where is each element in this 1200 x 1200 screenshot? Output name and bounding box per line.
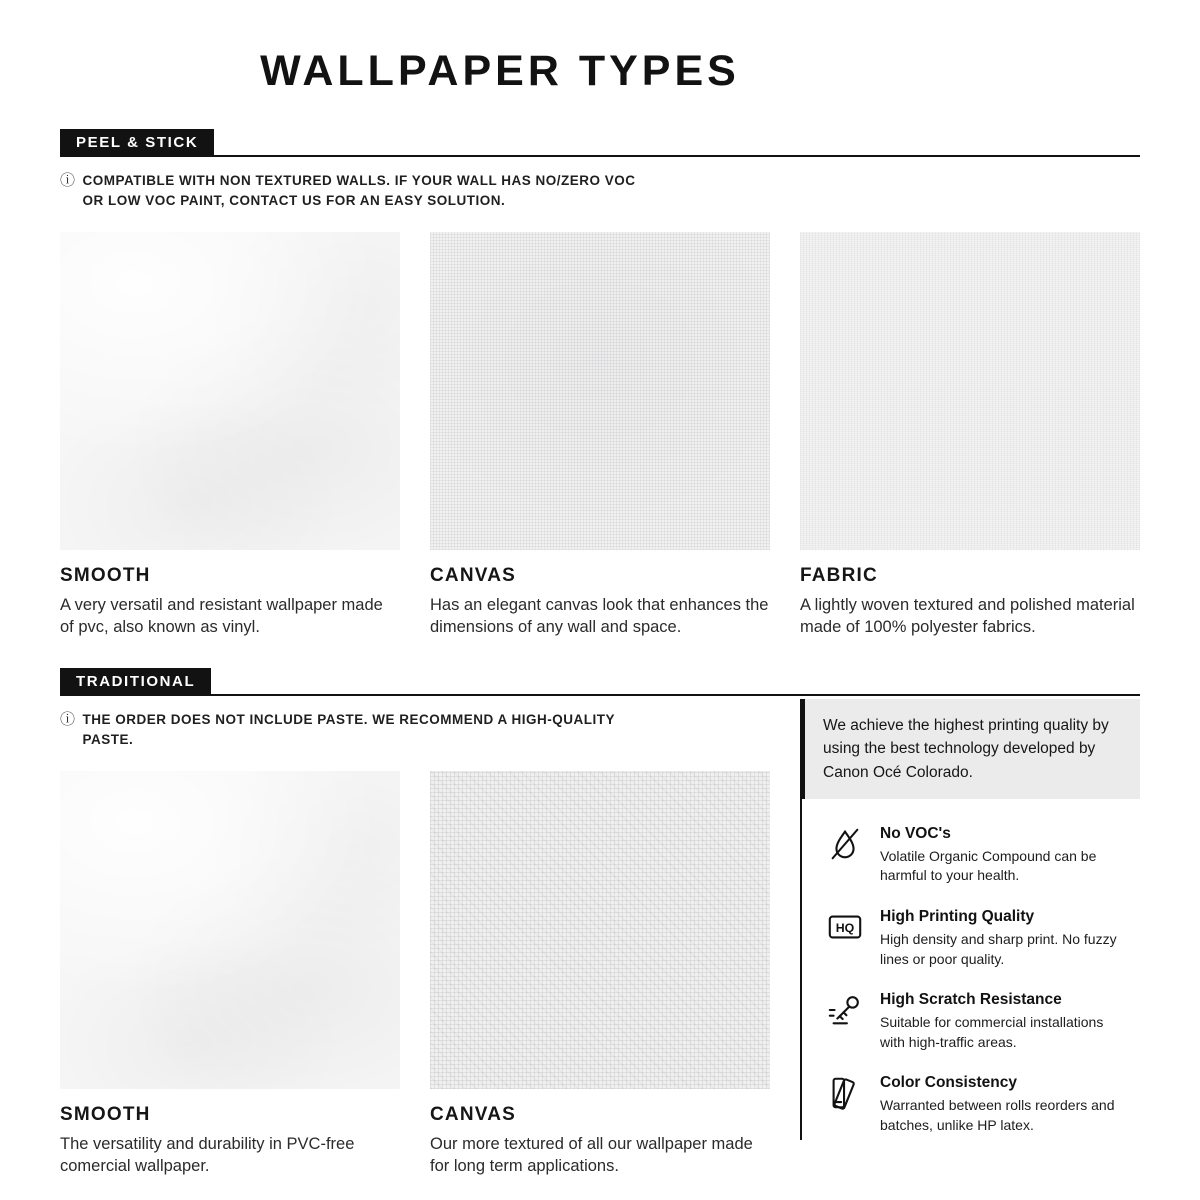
- quality-sidebar: [800, 699, 1140, 1177]
- fabric-texture-image: [800, 232, 1140, 550]
- swatch-name: SMOOTH: [60, 564, 151, 586]
- swatch-description: The versatility and durability in PVC-free comercial wallpaper.: [60, 1134, 355, 1175]
- canvas-texture-image: [430, 771, 770, 1089]
- feature-scratch-resistance: [826, 991, 1140, 1052]
- feature-text: [880, 991, 1128, 1052]
- smooth-texture-image: [60, 771, 400, 1089]
- info-icon: ⓘ: [60, 172, 76, 189]
- feature-description: Warranted between rolls reorders and batches, unlike HP latex.: [880, 1097, 1115, 1133]
- swatch-description: Our more textured of all our wallpaper made for long term applications.: [430, 1134, 753, 1175]
- feature-color-consistency: [826, 1074, 1140, 1135]
- swatch-name: CANVAS: [430, 564, 517, 586]
- feature-title: Color Consistency: [880, 1074, 1017, 1092]
- swatch-description: A very versatil and resistant wallpaper made of pvc, also known as vinyl.: [60, 595, 383, 636]
- feature-text: [880, 908, 1128, 969]
- peel-stick-section-label: PEEL & STICK: [60, 129, 214, 155]
- swatch-name: CANVAS: [430, 1103, 517, 1125]
- traditional-header-rule: [60, 668, 1140, 696]
- feature-title: High Printing Quality: [880, 907, 1035, 925]
- feature-high-printing-quality: [826, 908, 1140, 969]
- feature-text: [880, 825, 1128, 886]
- swatch-block-canvas-traditional: [430, 771, 770, 1178]
- hq-icon: [826, 908, 864, 946]
- info-icon: ⓘ: [60, 711, 76, 729]
- swatch-name: SMOOTH: [60, 1103, 151, 1125]
- feature-description: Suitable for commercial installations with high-traffic areas.: [880, 1014, 1104, 1050]
- canvas-texture-image: [430, 232, 770, 550]
- no-voc-icon: [826, 825, 864, 863]
- feature-description: High density and sharp print. No fuzzy lines or poor quality.: [880, 930, 1117, 967]
- traditional-section-label: TRADITIONAL: [60, 668, 211, 694]
- feature-title: No VOC's: [880, 824, 951, 842]
- traditional-body: [60, 696, 1140, 1177]
- smooth-texture-image: [60, 232, 400, 550]
- swatch-description: A lightly woven textured and polished material made of 100% polyester fabrics.: [800, 595, 1135, 636]
- peel-stick-swatch-row: [60, 232, 1140, 639]
- swatch-block-smooth: [60, 232, 400, 639]
- traditional-note-text: THE ORDER DOES NOT INCLUDE PASTE. WE RECOMMEND A HIGH-QUALITY PASTE.: [82, 712, 615, 748]
- hq-icon-label: HQ: [835, 921, 855, 936]
- feature-text: [880, 1074, 1128, 1135]
- section-peel-and-stick: [60, 129, 1140, 638]
- feature-list: [800, 799, 1140, 1140]
- peel-stick-header-rule: [60, 129, 1140, 157]
- feature-no-voc: [826, 825, 1140, 886]
- swatch-block-fabric: [800, 232, 1140, 639]
- swatch-description: Has an elegant canvas look that enhances the dimensions of any wall and space.: [430, 595, 769, 636]
- section-traditional: [60, 668, 1140, 1177]
- quality-callout-text: We achieve the highest printing quality by using the best technology developed by Canon Océ Colorado.: [823, 717, 1109, 781]
- swatch-name: FABRIC: [800, 564, 878, 586]
- traditional-note: [60, 710, 770, 751]
- swatch-block-canvas: [430, 232, 770, 639]
- swatch-block-smooth-traditional: [60, 771, 400, 1178]
- page-title: WALLPAPER TYPES: [260, 47, 740, 95]
- quality-callout: [800, 699, 1140, 799]
- peel-stick-note: [60, 171, 1140, 212]
- feature-description: Volatile Organic Compound can be harmful to your health.: [880, 847, 1097, 884]
- color-swatch-icon: [826, 1074, 864, 1112]
- scratch-resistance-icon: [826, 991, 864, 1029]
- peel-stick-note-text: COMPATIBLE WITH NON TEXTURED WALLS. IF YOUR WALL HAS NO/ZERO VOC OR LOW VOC PAINT, CONTACT US FOR AN EASY SOLUTION.: [82, 173, 636, 209]
- feature-title: High Scratch Resistance: [880, 991, 1062, 1009]
